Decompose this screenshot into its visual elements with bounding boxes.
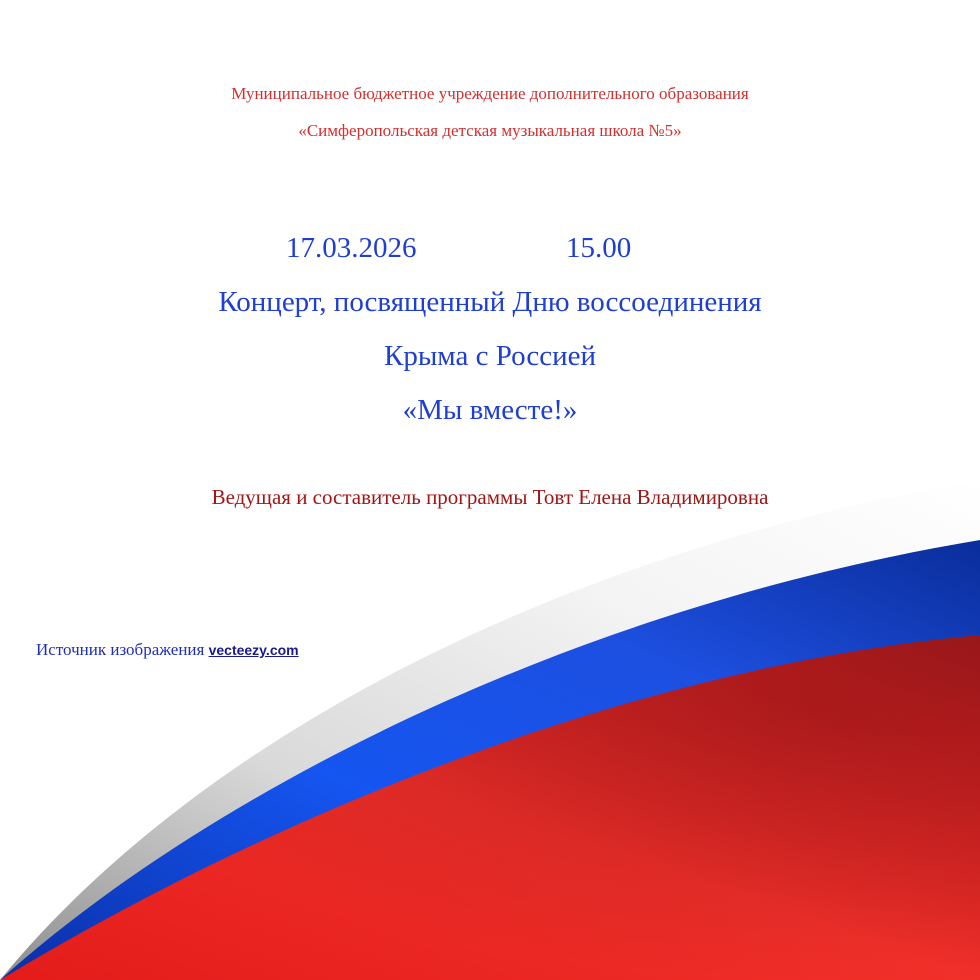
image-credit-label: Источник изображения [36,640,205,659]
event-time: 15.00 [566,232,632,264]
event-title-line-3: «Мы вместе!» [402,394,578,426]
event-date: 17.03.2026 [286,232,417,264]
event-title-line-1: Концерт, посвященный Дню воссоединения [218,286,762,318]
organization-name-line-2: «Симферопольская детская музыкальная школа №5» [298,121,682,140]
event-host: Ведущая и составитель программы Товт Елена Владимировна [211,485,769,509]
image-credit [36,640,299,660]
organization-name-line-1: Муниципальное бюджетное учреждение дополнительного образования [231,84,749,103]
event-title-line-2: Крыма с Россией [383,340,596,372]
image-credit-link[interactable]: vecteezy.com [208,642,299,658]
